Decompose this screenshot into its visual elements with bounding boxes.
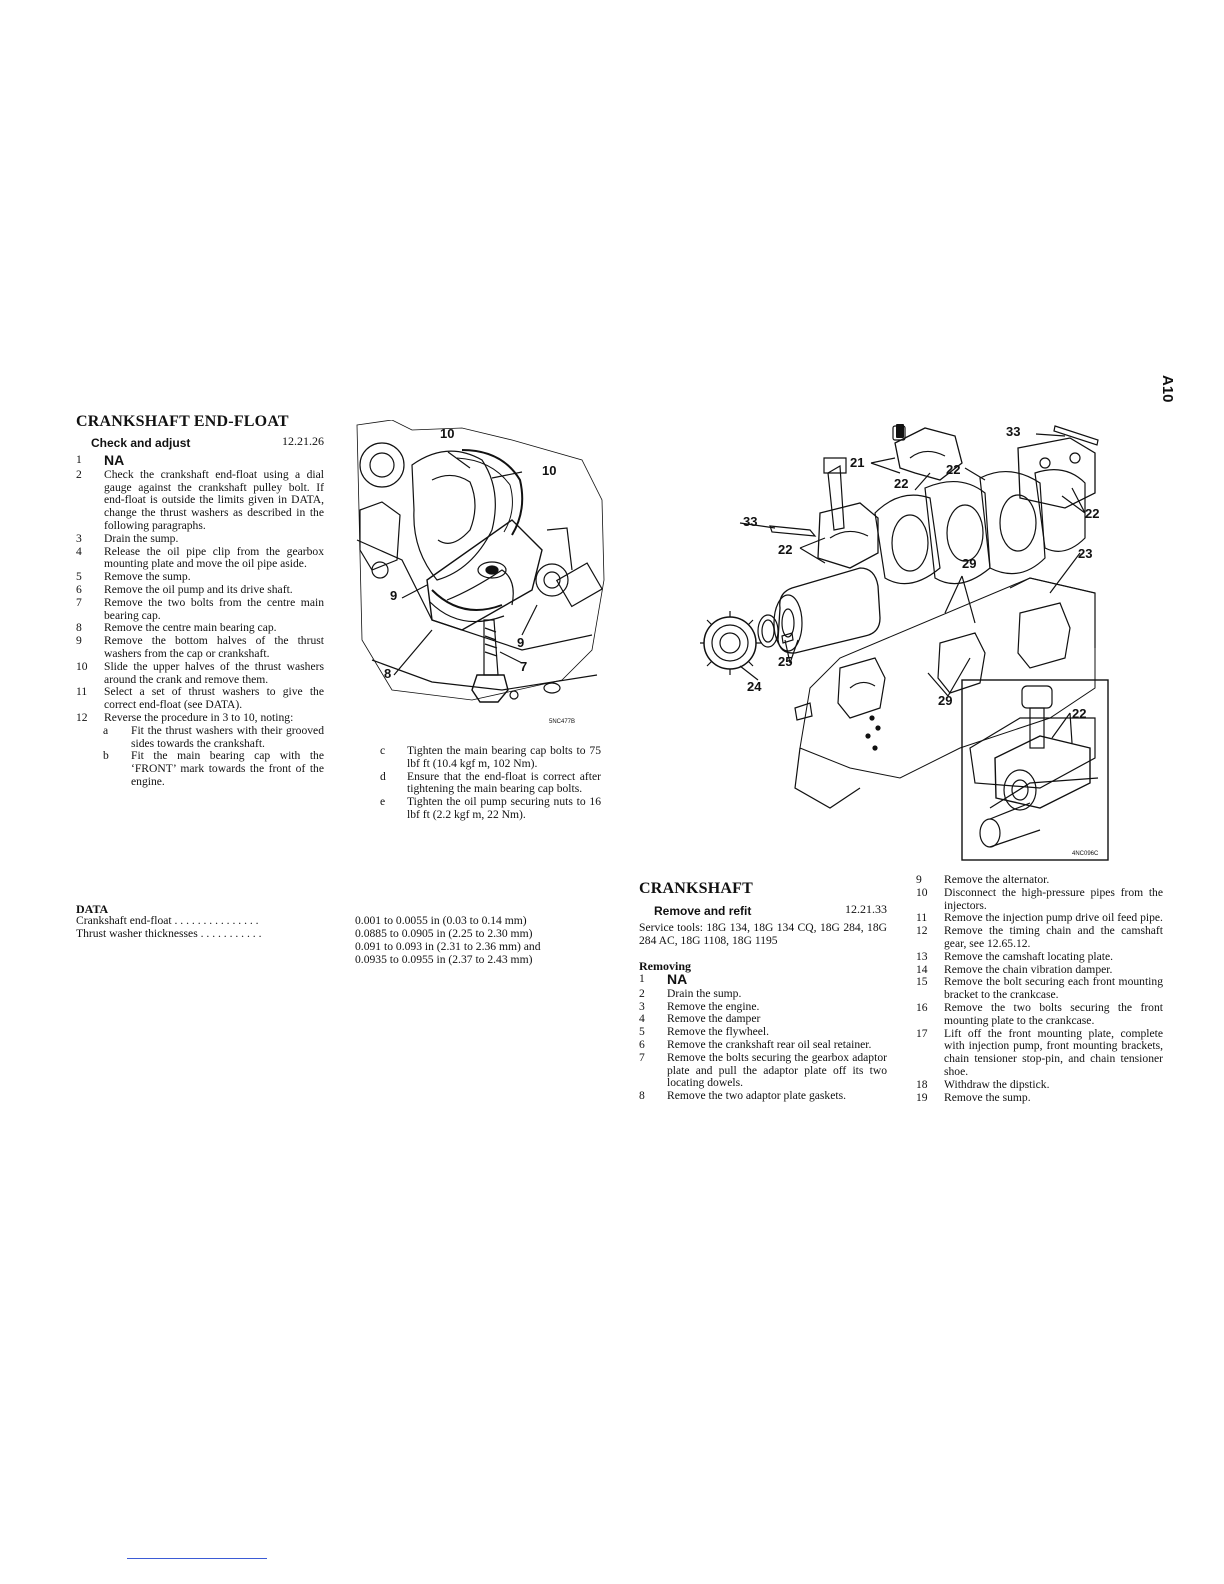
step-2 bbox=[76, 469, 324, 533]
step-text: Disconnect the high-pressure pipes from the injectors. bbox=[944, 885, 1163, 912]
data-row bbox=[76, 954, 596, 967]
step-11 bbox=[76, 686, 324, 712]
callout-10: 10 bbox=[440, 426, 455, 441]
substep-e bbox=[380, 796, 601, 822]
step-number: 10 bbox=[916, 885, 928, 899]
step-number: 10 bbox=[76, 659, 88, 673]
step-number: 18 bbox=[916, 1077, 928, 1091]
callout-8: 8 bbox=[384, 666, 392, 681]
crankshaft-steps-a bbox=[639, 973, 887, 1103]
callout-22: 22 bbox=[894, 476, 909, 491]
step-number: 4 bbox=[639, 1012, 645, 1026]
data-value: 0.091 to 0.093 in (2.31 to 2.36 mm) and bbox=[355, 940, 541, 953]
data-table bbox=[76, 915, 596, 967]
step-text: Drain the sump. bbox=[104, 531, 179, 545]
step-text: NA bbox=[104, 452, 125, 468]
callout-23: 23 bbox=[1078, 546, 1093, 561]
removing-heading: Removing bbox=[639, 959, 691, 973]
step-text: Ensure that the end-float is correct after tightening the main bearing cap bolts. bbox=[407, 769, 601, 796]
data-label: Crankshaft end-float . . . . . . . . . . . . . . . bbox=[76, 914, 259, 927]
step-number: 6 bbox=[76, 582, 82, 596]
section-title-end-float: CRANKSHAFT END-FLOAT bbox=[76, 413, 289, 430]
step-number: 17 bbox=[916, 1026, 928, 1040]
step-8 bbox=[639, 1090, 887, 1103]
step-number: 5 bbox=[639, 1025, 645, 1039]
step-number: 12 bbox=[916, 924, 928, 938]
step-text: Slide the upper halves of the thrust washers around the crank and remove them. bbox=[104, 659, 324, 686]
callout-24: 24 bbox=[747, 679, 762, 694]
step-text: Check the crankshaft end-float using a dial gauge against the crankshaft pulley bolt. If end-float is outside the limits given in DATA, change the thrust washers as described in the following paragraphs. bbox=[104, 467, 324, 532]
step-1 bbox=[76, 454, 324, 469]
data-value: 0.0885 to 0.0905 in (2.25 to 2.30 mm) bbox=[355, 927, 533, 940]
step-number: 11 bbox=[916, 911, 928, 925]
step-text: Remove the two bolts securing the front mounting plate to the crankcase. bbox=[944, 1000, 1163, 1027]
step-1 bbox=[639, 973, 887, 988]
step-text: Remove the damper bbox=[667, 1012, 761, 1026]
step-number: 8 bbox=[76, 621, 82, 635]
step-number: 15 bbox=[916, 975, 928, 989]
step-text: Fit the thrust washers with their grooved sides towards the crankshaft. bbox=[131, 723, 324, 750]
step-text: Remove the sump. bbox=[944, 1090, 1031, 1104]
step-text: NA bbox=[667, 971, 688, 987]
step-number: 3 bbox=[76, 531, 82, 545]
step-17 bbox=[916, 1028, 1163, 1079]
op-number: 12.21.26 bbox=[282, 434, 324, 448]
callout-29: 29 bbox=[938, 693, 953, 708]
step-number: 19 bbox=[916, 1090, 928, 1104]
step-text: Remove the flywheel. bbox=[667, 1025, 770, 1039]
subtitle-row bbox=[654, 902, 887, 920]
step-text: Remove the bottom halves of the thrust washers from the cap or crankshaft. bbox=[104, 634, 324, 660]
step-number: 13 bbox=[916, 949, 928, 963]
callout-22: 22 bbox=[778, 542, 793, 557]
step-number: 2 bbox=[76, 467, 82, 481]
step-text: Release the oil pipe clip from the gearbox mounting plate and move the oil pipe aside. bbox=[104, 544, 324, 571]
step-number: 14 bbox=[916, 962, 928, 976]
substep-b bbox=[76, 750, 324, 788]
step-number: 1 bbox=[639, 972, 645, 985]
figure-code: 5NC477B bbox=[549, 719, 576, 725]
data-heading: DATA bbox=[76, 902, 109, 916]
subtitle-row bbox=[91, 434, 324, 452]
callout-22: 22 bbox=[1085, 506, 1100, 521]
step-7 bbox=[76, 597, 324, 623]
callout-25: 25 bbox=[778, 654, 793, 669]
step-19 bbox=[916, 1092, 1163, 1105]
data-value: 0.0935 to 0.0955 in (2.37 to 2.43 mm) bbox=[355, 953, 533, 966]
step-text: Remove the two bolts from the centre main bearing cap. bbox=[104, 595, 324, 622]
callout-22: 22 bbox=[946, 462, 961, 477]
callout-33: 33 bbox=[743, 514, 758, 529]
callout-29: 29 bbox=[962, 556, 977, 571]
step-12 bbox=[916, 925, 1163, 951]
step-text: Remove the engine. bbox=[667, 999, 760, 1013]
step-text: Remove the oil pump and its drive shaft. bbox=[104, 582, 293, 596]
callout-7: 7 bbox=[520, 659, 528, 674]
callout-9: 9 bbox=[390, 588, 398, 603]
step-text: Remove the camshaft locating plate. bbox=[944, 949, 1114, 963]
end-float-steps bbox=[76, 454, 324, 789]
step-text: Remove the crankshaft rear oil seal retainer. bbox=[667, 1037, 872, 1051]
step-text: Reverse the procedure in 3 to 10, noting: bbox=[104, 710, 294, 724]
step-15 bbox=[916, 976, 1163, 1002]
step-10 bbox=[76, 661, 324, 687]
step-number: e bbox=[380, 795, 386, 809]
step-number: 3 bbox=[639, 999, 645, 1013]
step-number: 7 bbox=[76, 595, 82, 609]
substep-c bbox=[380, 745, 601, 771]
step-number: 1 bbox=[76, 453, 82, 466]
step-number: 7 bbox=[639, 1050, 645, 1064]
step-text: Remove the bolt securing each front mounting bracket to the crankcase. bbox=[944, 975, 1163, 1002]
step-text: Select a set of thrust washers to give the correct end-float (see DATA). bbox=[104, 685, 324, 712]
subtitle: Remove and refit bbox=[654, 904, 752, 918]
step-text: Remove the alternator. bbox=[944, 873, 1050, 886]
page-tab bbox=[1150, 375, 1180, 415]
callout-10: 10 bbox=[542, 463, 557, 478]
step-number: 9 bbox=[76, 634, 82, 648]
data-value: 0.001 to 0.0055 in (0.03 to 0.14 mm) bbox=[355, 914, 527, 927]
step-text: Remove the chain vibration damper. bbox=[944, 962, 1113, 976]
callout-21: 21 bbox=[850, 455, 865, 470]
step-number: 5 bbox=[76, 570, 82, 584]
step-number: b bbox=[103, 749, 109, 763]
footer-rule bbox=[127, 1558, 267, 1559]
callout-33: 33 bbox=[1006, 424, 1021, 439]
step-text: Withdraw the dipstick. bbox=[944, 1077, 1050, 1091]
step-number: 12 bbox=[76, 710, 88, 724]
step-number: 11 bbox=[76, 685, 88, 699]
step-number: 2 bbox=[639, 986, 645, 1000]
thrust-washer-figure bbox=[352, 420, 607, 730]
step-7 bbox=[639, 1052, 887, 1090]
step-text: Remove the bolts securing the gearbox adaptor plate and pull the adaptor plate off its two locating dowels. bbox=[667, 1050, 887, 1090]
service-tools: Service tools: 18G 134, 18G 134 CQ, 18G 284, 18G 284 AC, 18G 1108, 18G 1195 bbox=[639, 921, 887, 947]
subtitle: Check and adjust bbox=[91, 436, 191, 450]
step-10 bbox=[916, 887, 1163, 913]
step-text: Remove the timing chain and the camshaft gear, see 12.65.12. bbox=[944, 924, 1163, 950]
step-number: c bbox=[380, 744, 386, 757]
substep-d bbox=[380, 771, 601, 797]
step-text: Tighten the oil pump securing nuts to 16 lbf ft (2.2 kgf m, 22 Nm). bbox=[407, 795, 601, 821]
step-text: Remove the two adaptor plate gaskets. bbox=[667, 1089, 847, 1103]
step-number: d bbox=[380, 769, 386, 783]
step-9 bbox=[76, 635, 324, 661]
step-number: 4 bbox=[76, 544, 82, 558]
step-number: 16 bbox=[916, 1000, 928, 1014]
step-text: Remove the injection pump drive oil feed pipe. bbox=[944, 911, 1163, 925]
step-16 bbox=[916, 1002, 1163, 1028]
step-text: Drain the sump. bbox=[667, 986, 742, 1000]
crankshaft-steps-b bbox=[916, 874, 1163, 1104]
step-text: Fit the main bearing cap with the ‘FRONT’ mark towards the front of the engine. bbox=[131, 749, 324, 788]
step-4 bbox=[76, 546, 324, 572]
substep-a bbox=[76, 725, 324, 751]
section-title-crankshaft: CRANKSHAFT bbox=[639, 880, 754, 897]
step-text: Remove the sump. bbox=[104, 570, 191, 584]
step-number: 8 bbox=[639, 1089, 645, 1103]
callout-22: 22 bbox=[1072, 706, 1087, 721]
callout-9: 9 bbox=[517, 635, 525, 650]
page-tab-label: A10 bbox=[1159, 375, 1176, 403]
end-float-substeps-continued bbox=[380, 745, 601, 822]
step-number: 6 bbox=[639, 1037, 645, 1051]
step-text: Remove the centre main bearing cap. bbox=[104, 621, 277, 635]
data-label: Thrust washer thicknesses . . . . . . . . . . . bbox=[76, 927, 262, 940]
step-number: a bbox=[103, 723, 109, 737]
op-number: 12.21.33 bbox=[845, 902, 887, 916]
step-text: Tighten the main bearing cap bolts to 75 lbf ft (10.4 kgf m, 102 Nm). bbox=[407, 744, 601, 770]
figure-code: 4NC096C bbox=[1072, 851, 1099, 857]
crankshaft-exploded-figure bbox=[700, 418, 1110, 863]
step-number: 9 bbox=[916, 873, 922, 886]
step-text: Lift off the front mounting plate, complete with injection pump, front mounting brackets, chain tensioner stop-pin, and chain tensioner shoe. bbox=[944, 1026, 1163, 1078]
